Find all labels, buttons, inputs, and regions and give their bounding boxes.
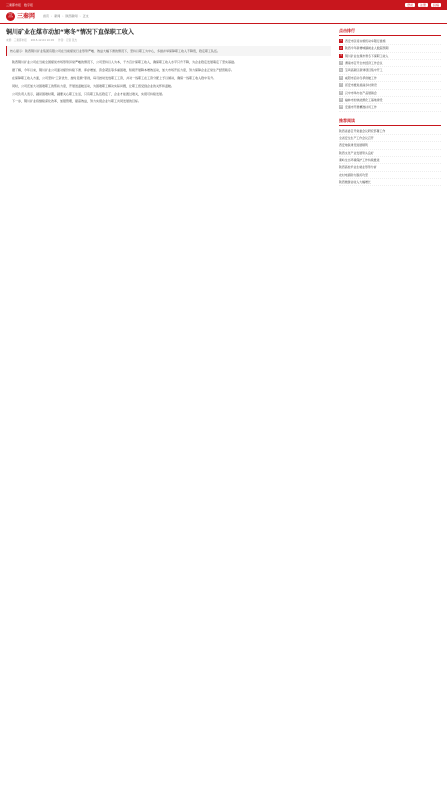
register-button[interactable]: 注册 [419,2,426,7]
hot-item-label: 榆林市加快能源化工基地建设 [345,97,383,102]
article-paragraph: 据了解，今年以来，铜川矿业公司面对煤价持续下滑、库存增加、资金紧张等多重困难，积极开展降本增效活动，加大市场开拓力度，努力保障企业正常生产经营秩序。 [12,68,235,73]
top-bar-left [6,3,33,8]
recommended-item[interactable] [339,128,441,135]
hot-item[interactable] [339,38,441,45]
hot-item[interactable] [339,67,441,74]
rank-badge: 8 [340,90,342,94]
hot-item[interactable] [339,97,441,104]
hot-item[interactable] [339,82,441,89]
topbar-link-digital[interactable]: 数字报 [24,2,34,7]
breadcrumb [43,14,89,19]
rank-badge: 9 [340,98,342,102]
rank-badge: 10 [339,105,343,109]
article [6,28,331,192]
hot-item[interactable] [339,90,441,97]
top-bar-right [405,3,441,8]
recommended-item[interactable] [339,157,441,164]
recommended-item[interactable] [339,172,441,179]
hot-item-label: 安康市开展精准扶贫工作 [345,105,377,110]
article-title: 铜川矿业在煤市动加“寒冬”情况下直保职工收入 [6,29,134,36]
recommended-item-label: 西安地铁建设进展顺利 [339,143,368,148]
article-meta [6,39,331,43]
recommended [339,118,441,187]
hot-item-label: 陕西今年新增城镇就业人数超预期 [345,46,389,51]
rank-badge: 1 [340,39,342,43]
rank-badge: 5 [340,68,342,72]
article-paragraph: 同时，公司还加大对困难职工的帮扶力度，开展送温暖活动，为困难职工解决实际问题，让职工感受到企业的关怀和温暖。 [12,83,175,88]
recommended-item-label: 陕西旅游业收入大幅增长 [339,180,371,185]
breadcrumb-separator: › [62,14,64,19]
article-source: 来源：三秦都市报 [6,39,27,42]
submit-button[interactable]: 投稿 [432,2,439,7]
recommended-item[interactable] [339,179,441,186]
recommended-title: 推荐阅读 [339,118,441,126]
sidebar [339,28,441,192]
breadcrumb-home[interactable]: 首页 [43,14,50,19]
rank-badge: 6 [340,75,342,79]
top-bar [0,0,447,10]
hot-ranking-title: 点击排行 [339,28,441,36]
article-paragraph: 陕西铜川矿业公司在当前全国煤炭市场形势异常严峻的情况下，公司坚持以人为本，千方百计保职工收入，确保职工收入水平只升不降，为企业稳定发展奠定了坚实基础。 [12,60,238,65]
breadcrumb-news[interactable]: 新闻 [54,14,61,19]
hot-item-label: 咸阳市启动冬季供暖工作 [345,75,377,80]
hot-item-label: 宝鸡高新区新建项目集中开工 [345,68,383,73]
hot-item-label: 汉中市举办农产品展销会 [345,90,377,95]
logo-icon: 三 [6,12,15,21]
rank-badge: 4 [340,61,342,65]
article-author: 作者：记者 张杰 [58,39,78,42]
article-paragraph: 下一步，铜川矿业将继续深化改革，加强管理，提高效益，努力实现企业与职工共同发展的目标。 [12,99,142,104]
rank-badge: 7 [340,83,342,87]
rank-badge: 2 [340,46,342,50]
hot-item[interactable] [339,60,441,67]
recommended-item[interactable] [339,135,441,142]
breadcrumb-shaanxi[interactable]: 陕西新闻 [65,14,78,19]
breadcrumb-separator: › [79,14,81,19]
breadcrumb-separator: › [51,14,53,19]
article-paragraph: 公司负责人表示，越是困难时期，越要关心职工生活，只有职工队伍稳定了，企业才能渡过难关，实现可持续发展。 [12,91,166,96]
recommended-item[interactable] [339,164,441,171]
hot-item[interactable] [339,45,441,52]
recommended-item[interactable] [339,150,441,157]
topbar-link-newspaper[interactable]: 三秦都市报 [6,2,22,7]
recommended-item[interactable] [339,142,441,149]
login-button[interactable]: 登录 [406,2,413,7]
recommended-item-label: 陕西文化产业发展势头良好 [339,150,374,155]
hot-item-label: 渭南市召开全市经济工作会议 [345,61,383,66]
hot-ranking [339,28,441,112]
site-header [0,10,447,24]
rank-badge: 3 [340,53,342,57]
article-date: 2015-12-04 10:45 [30,39,55,42]
hot-item[interactable] [339,75,441,82]
recommended-item-label: 陕西高校毕业生就业形势分析 [339,165,377,170]
hot-item-label: 延安市推进美丽乡村建设 [345,83,377,88]
hot-item-label: 铜川矿业在煤市寒冬下保职工收入 [345,53,389,58]
article-paragraph: 在保障职工收入方面，公司坚持“工资优先、按时足额”原则，每月按时发放职工工资，并对一线职工在工资分配上予以倾斜，确保一线职工收入稳中有升。 [12,75,217,80]
main-content [0,24,447,196]
breadcrumb-current: 正文 [82,14,89,19]
hot-item[interactable] [339,104,441,111]
recommended-item-label: 陕西省委召开常委会议研究部署工作 [339,128,386,133]
site-logo[interactable] [6,12,35,21]
recommended-item-label: 农村电商助力脱贫攻坚 [339,172,368,177]
article-lead: 核心提示：陕西铜川矿业集团有限公司在当前煤炭行业形势严峻、效益大幅下滑的情况下，坚持以职工为中心，多措并举保障职工收入不降低，稳定职工队伍。 [6,46,331,57]
recommended-item-label: 全省安全生产工作会议召开 [339,135,374,140]
logo-text: 三秦网 [17,13,36,20]
recommended-item-label: 秦岭生态环境保护工作持续推进 [339,158,380,163]
hot-item-label: 西安市区将实施机动车限行措施 [345,39,386,43]
hot-item[interactable] [339,53,441,60]
